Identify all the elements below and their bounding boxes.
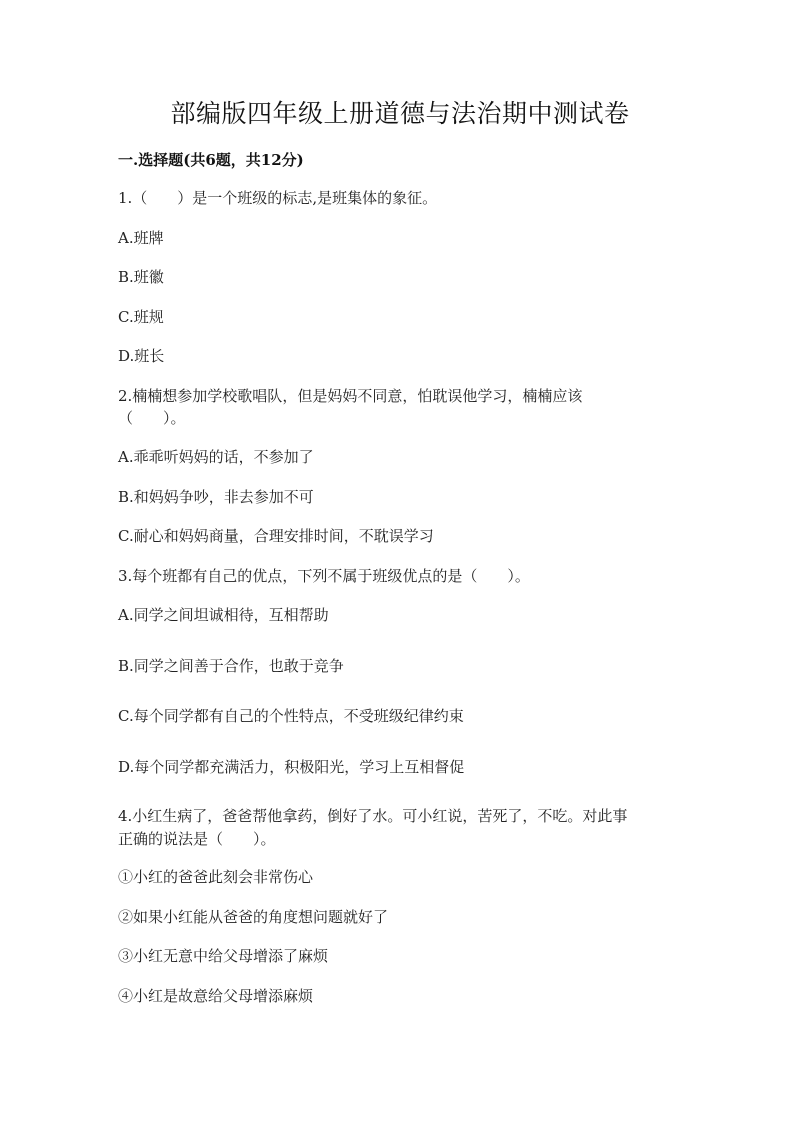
question-3-option-d: D.每个同学都充满活力，积极阳光，学习上互相督促 xyxy=(118,758,465,776)
question-4-statement-1: ①小红的爸爸此刻会非常伤心 xyxy=(118,868,314,886)
question-3-option-b: B.同学之间善于合作，也敢于竞争 xyxy=(118,657,344,675)
question-4-statement-4: ④小红是故意给父母增添麻烦 xyxy=(118,987,314,1005)
question-2-option-a: A.乖乖听妈妈的话，不参加了 xyxy=(118,448,314,466)
question-4-statement-2: ②如果小红能从爸爸的角度想问题就好了 xyxy=(118,908,389,926)
question-2-option-b: B.和妈妈争吵，非去参加不可 xyxy=(118,488,314,506)
section-heading: 一.选择题(共6题，共12分) xyxy=(118,151,304,169)
question-3-option-c: C.每个同学都有自己的个性特点，不受班级纪律约束 xyxy=(118,707,464,725)
question-1-option-d: D.班长 xyxy=(118,347,165,365)
question-1-option-c: C.班规 xyxy=(118,308,164,326)
question-4-stem-line-1: 4.小红生病了，爸爸帮他拿药，倒好了水。可小红说，苦死了，不吃。对此事 xyxy=(118,807,628,825)
page-title: 部编版四年级上册道德与法治期中测试卷 xyxy=(170,99,630,128)
question-1-option-b: B.班徽 xyxy=(118,268,164,286)
question-1-option-a: A.班牌 xyxy=(118,229,164,247)
question-2-option-c: C.耐心和妈妈商量，合理安排时间，不耽误学习 xyxy=(118,527,434,545)
question-3-stem: 3.每个班都有自己的优点，下列不属于班级优点的是（ ）。 xyxy=(118,567,530,585)
question-1-stem: 1.（ ）是一个班级的标志,是班集体的象征。 xyxy=(118,189,438,207)
question-2-stem-line-2: （ ）。 xyxy=(118,409,186,427)
question-4-statement-3: ③小红无意中给父母增添了麻烦 xyxy=(118,947,329,965)
question-4-stem-line-2: 正确的说法是（ ）。 xyxy=(118,830,276,848)
question-2-stem-line-1: 2.楠楠想参加学校歌唱队，但是妈妈不同意，怕耽误他学习，楠楠应该 xyxy=(118,387,583,405)
question-3-option-a: A.同学之间坦诚相待，互相帮助 xyxy=(118,606,329,624)
